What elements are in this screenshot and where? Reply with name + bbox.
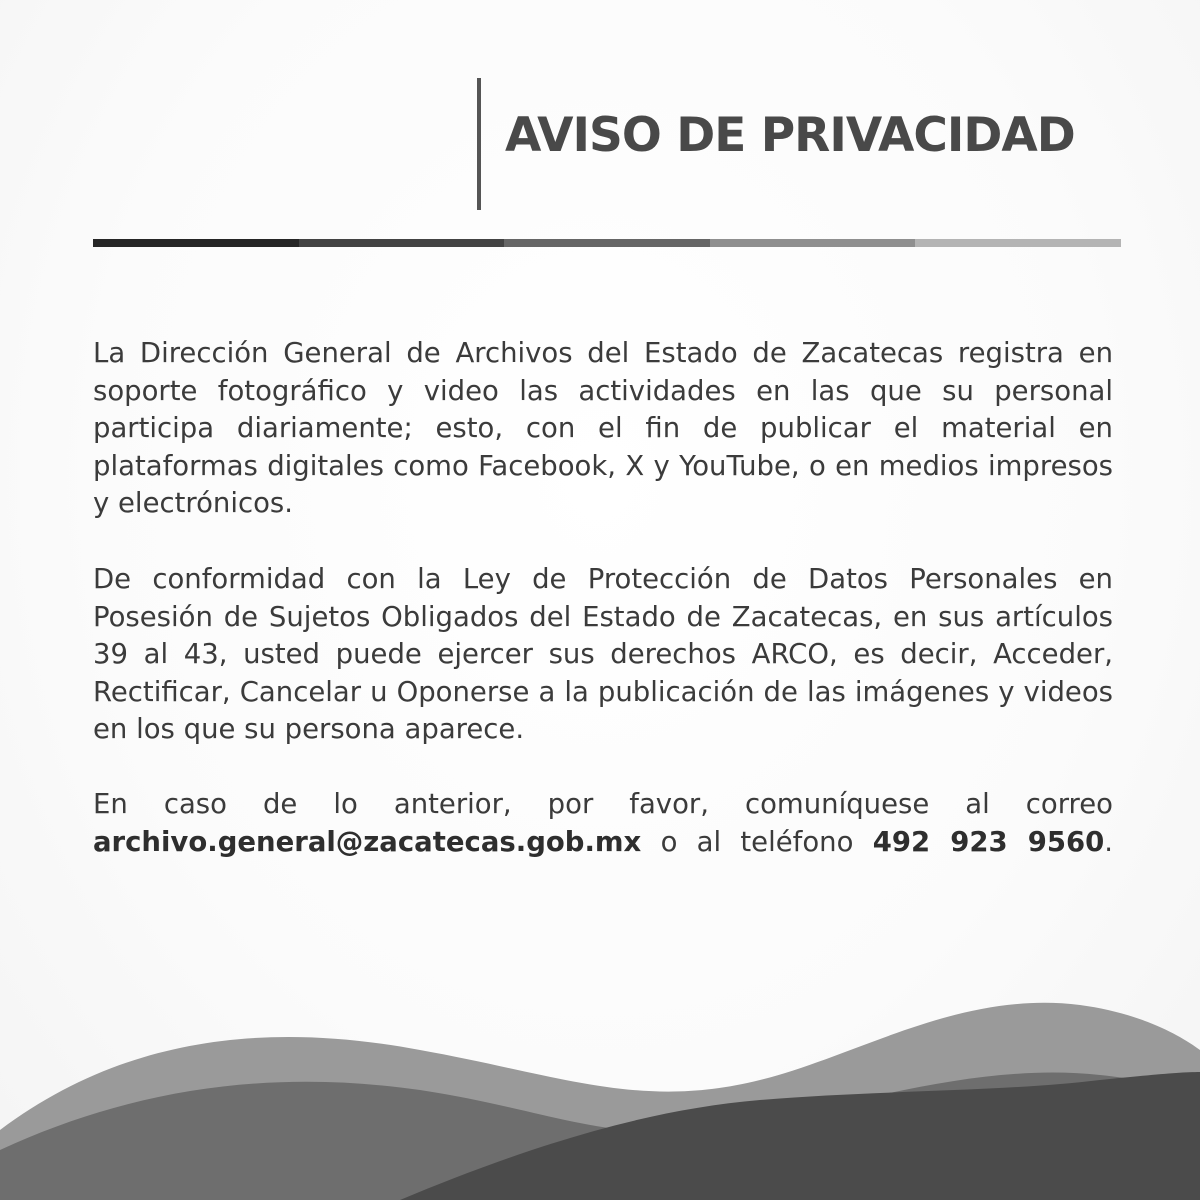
decorative-waves: [0, 980, 1200, 1200]
paragraph-registration: La Dirección General de Archivos del Estado de Zacatecas registra en soporte fotográfico y video las actividades en las que su personal participa diariamente; esto, con el fin de publicar el material en plataformas digitales como Facebook, X y YouTube, o en medios impresos y electrónicos.: [93, 337, 1113, 519]
divider-segment: [504, 239, 710, 247]
divider-segment: [93, 239, 299, 247]
contact-intro: En caso de lo anterior, por favor, comuníquese al correo: [93, 788, 1113, 820]
divider-segment: [710, 239, 916, 247]
gradient-divider: [93, 239, 1121, 247]
title-accent-bar: [477, 78, 481, 210]
divider-segment: [915, 239, 1121, 247]
contact-middle: o al teléfono: [660, 825, 854, 858]
contact-email-link[interactable]: archivo.general@zacatecas.gob.mx: [93, 825, 642, 858]
contact-end: .: [1104, 825, 1113, 858]
contact-phone[interactable]: 492 923 9560: [872, 825, 1105, 858]
paragraph-arco-rights: De conformidad con la Ley de Protección de Datos Personales en Posesión de Sujetos Obligados del Estado de Zacatecas, en sus artículos 39 al 43, usted puede ejercer sus derechos ARCO, es decir, Acceder, Rectificar, Cancelar u Oponerse a la publicación de las imágenes y videos en los que su persona aparece.: [93, 563, 1113, 745]
paragraph-contact: [93, 786, 1113, 861]
page-title: AVISO DE PRIVACIDAD: [505, 108, 1075, 163]
divider-segment: [299, 239, 505, 247]
